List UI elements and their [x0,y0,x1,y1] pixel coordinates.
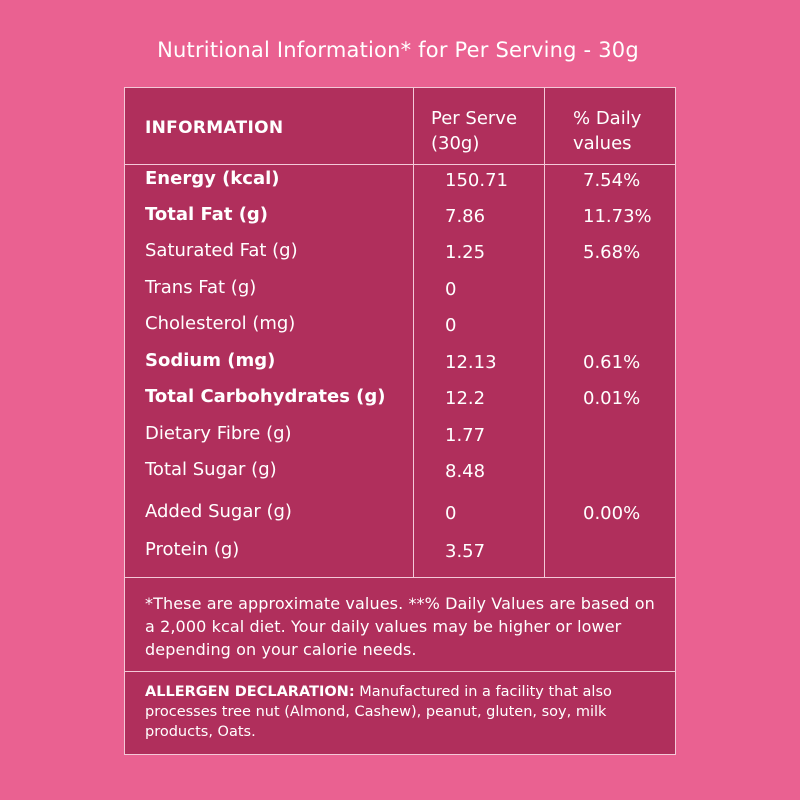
row-daily: 11.73% [583,206,652,227]
table-row-cholesterol [125,313,675,343]
allergen-declaration [145,682,670,742]
row-value: 150.71 [445,170,508,191]
header-daily-line1: % Daily [573,108,642,129]
row-label: Trans Fat (g) [145,277,257,298]
row-label: Saturated Fat (g) [145,240,298,261]
row-value: 3.57 [445,541,486,562]
table-row-energy [125,168,675,198]
row-label: Total Fat (g) [145,204,269,225]
row-value: 12.2 [445,388,486,409]
nutrition-panel [124,87,676,755]
table-row-dietary-fibre [125,423,675,453]
header-per-serve-line2: (30g) [431,133,480,154]
row-label: Energy (kcal) [145,168,280,189]
row-label: Total Sugar (g) [145,459,277,480]
header-information: INFORMATION [145,118,284,138]
header-per-serve-line1: Per Serve [431,108,518,129]
allergen-text: Manufactured in a facility that also processes tree nut (Almond, Cashew), peanut, gluten, soy, milk products, Oats. [145,684,612,740]
row-value: 12.13 [445,352,497,373]
row-daily: 5.68% [583,242,641,263]
row-label: Total Carbohydrates (g) [145,386,386,407]
row-label: Cholesterol (mg) [145,313,296,334]
row-daily: 0.00% [583,503,641,524]
table-row-sodium [125,350,675,380]
row-label: Dietary Fibre (g) [145,423,292,444]
row-value: 0 [445,503,457,524]
table-row-added-sugar [125,501,675,531]
table-row-saturated-fat [125,240,675,270]
row-value: 0 [445,279,457,300]
row-daily: 7.54% [583,170,641,191]
table-row-protein [125,539,675,569]
row-label: Protein (g) [145,539,240,560]
row-value: 1.25 [445,242,486,263]
note-divider [125,671,675,672]
daily-values-note: *These are approximate values. **% Daily Values are based on a 2,000 kcal diet. Your daily values may be higher or lower depending on your calorie needs. [145,594,655,659]
header-daily-values [573,106,641,156]
header-divider [125,164,675,165]
allergen-lead: ALLERGEN DECLARATION: [145,684,355,700]
row-value: 0 [445,315,457,336]
row-value: 8.48 [445,461,486,482]
table-row-total-sugar [125,459,675,489]
table-row-total-fat [125,204,675,234]
row-value: 1.77 [445,425,486,446]
row-daily: 0.61% [583,352,641,373]
row-label: Sodium (mg) [145,350,276,371]
header-per-serve [431,106,517,156]
row-daily: 0.01% [583,388,641,409]
table-bottom-divider [125,577,675,578]
header-daily-line2: values [573,133,632,154]
row-label: Added Sugar (g) [145,501,292,522]
page-title: Nutritional Information* for Per Serving - 30g [157,38,639,62]
table-row-trans-fat [125,277,675,307]
table-row-total-carbohydrates [125,386,675,416]
row-value: 7.86 [445,206,486,227]
